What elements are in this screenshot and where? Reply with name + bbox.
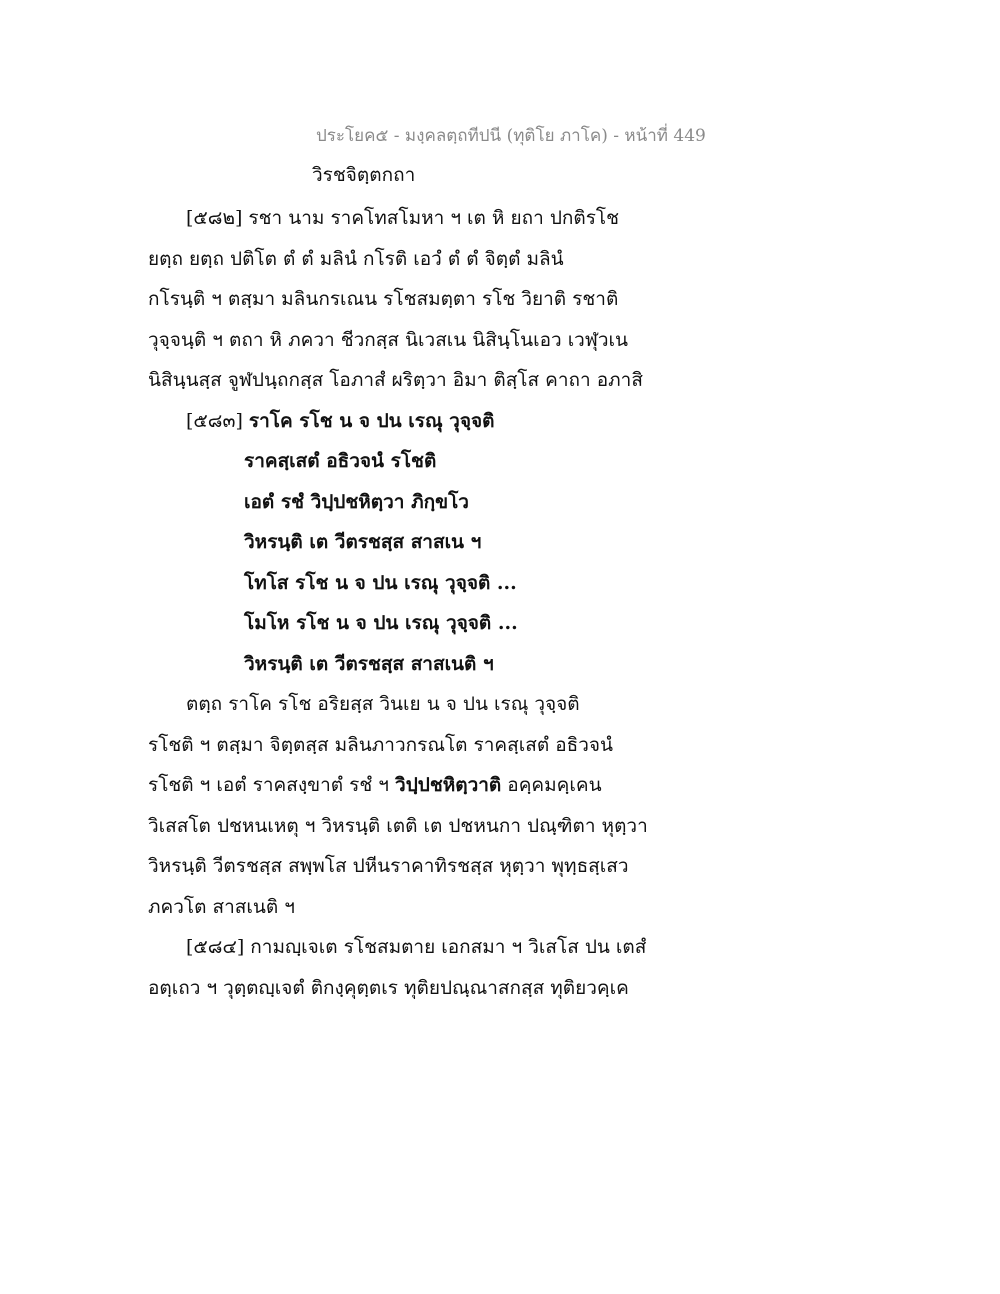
verse-line: โทโส รโช น จ ปน เรณุ วุจฺจติ ...: [244, 571, 517, 594]
paragraph-line: ยตฺถ ยตฺถ ปติโต ตํ ตํ มลินํ กโรติ เอวํ ตํ ตํ จิตฺตํ มลินํ: [148, 247, 564, 270]
text-run: รโชติ ฯ เอตํ ราคสงฺขาตํ รชํ ฯ: [148, 774, 396, 796]
paragraph-line: วิหรนฺติ วีตรชสฺส สพฺพโส ปหีนราคาทิรชสฺส หุตฺวา พุทฺธสฺเสว: [148, 855, 629, 877]
verse-line: เอตํ รชํ วิปฺปชหิตฺวา ภิกฺขโว: [244, 490, 469, 513]
running-header: ประโยค๕ - มงฺคลตฺถทีปนี (ทุติโย ภาโค) - หน้าที่ 449: [316, 126, 706, 146]
text-run: อคฺคมคฺเคน: [501, 774, 602, 796]
verse-line: วิหรนฺติ เต วีตรชสฺส สาสเน ฯ: [244, 531, 482, 553]
verse-line: โมโห รโช น จ ปน เรณุ วุจฺจติ ...: [244, 612, 518, 634]
paragraph-line: กโรนฺติ ฯ ตสฺมา มลินกรเณน รโชสมตฺตา รโช วิยาติ รชาติ: [148, 288, 619, 310]
section-title: วิรชจิตฺตกถา: [312, 164, 416, 186]
bold-term: วิปฺปชหิตฺวาติ: [395, 774, 502, 796]
paragraph-line: อตฺเถว ฯ วุตฺตญฺเจตํ ติกงฺคุตฺตเร ทุติยปณฺณาสกสฺส ทุติยวคฺเค: [148, 976, 629, 999]
verse-line: ราคสฺเสตํ อธิวจนํ รโชติ: [244, 450, 437, 472]
paragraph-line: นิสินฺนสฺส จูฬปนฺถกสฺส โอภาสํ ผริตฺวา อิมา ติสฺโส คาถา อภาสิ: [148, 369, 643, 391]
paragraph-line: วิเสสโต ปชหนเหตุ ฯ วิหรนฺติ เตติ เต ปชหนกา ปณฺฑิตา หุตฺวา: [148, 814, 648, 837]
verse-number: [๕๘๓]: [186, 409, 243, 432]
paragraph-line: [148, 765, 668, 806]
verse-line: ราโค รโช น จ ปน เรณุ วุจฺจติ: [248, 409, 495, 432]
paragraph-line: รโชติ ฯ ตสฺมา จิตฺตสฺส มลินภาวกรณโต ราคสฺเสตํ อธิวจนํ: [148, 733, 613, 756]
paragraph-line: ภควโต สาสเนติ ฯ: [148, 895, 295, 918]
body-text: [148, 198, 668, 1008]
paragraph-line: [๕๘๔] กามญฺเจเต รโชสมตาย เอกสมา ฯ วิเสโส ปน เตสํ: [186, 936, 647, 958]
paragraph-line: วุจฺจนฺติ ฯ ตถา หิ ภควา ชีวกสฺส นิเวสเน นิสินฺโนเอว เวฬุวเน: [148, 328, 628, 351]
verse-line: วิหรนฺติ เต วีตรชสฺส สาสเนติ ฯ: [244, 652, 494, 675]
verse-first-line: [148, 401, 668, 442]
paragraph-line: [๕๘๒] รชา นาม ราคโทสโมหา ฯ เต หิ ยถา ปกติรโช: [186, 207, 620, 229]
paragraph-line: ตตฺถ ราโค รโช อริยสฺส วินเย น จ ปน เรณุ วุจฺจติ: [186, 693, 580, 715]
